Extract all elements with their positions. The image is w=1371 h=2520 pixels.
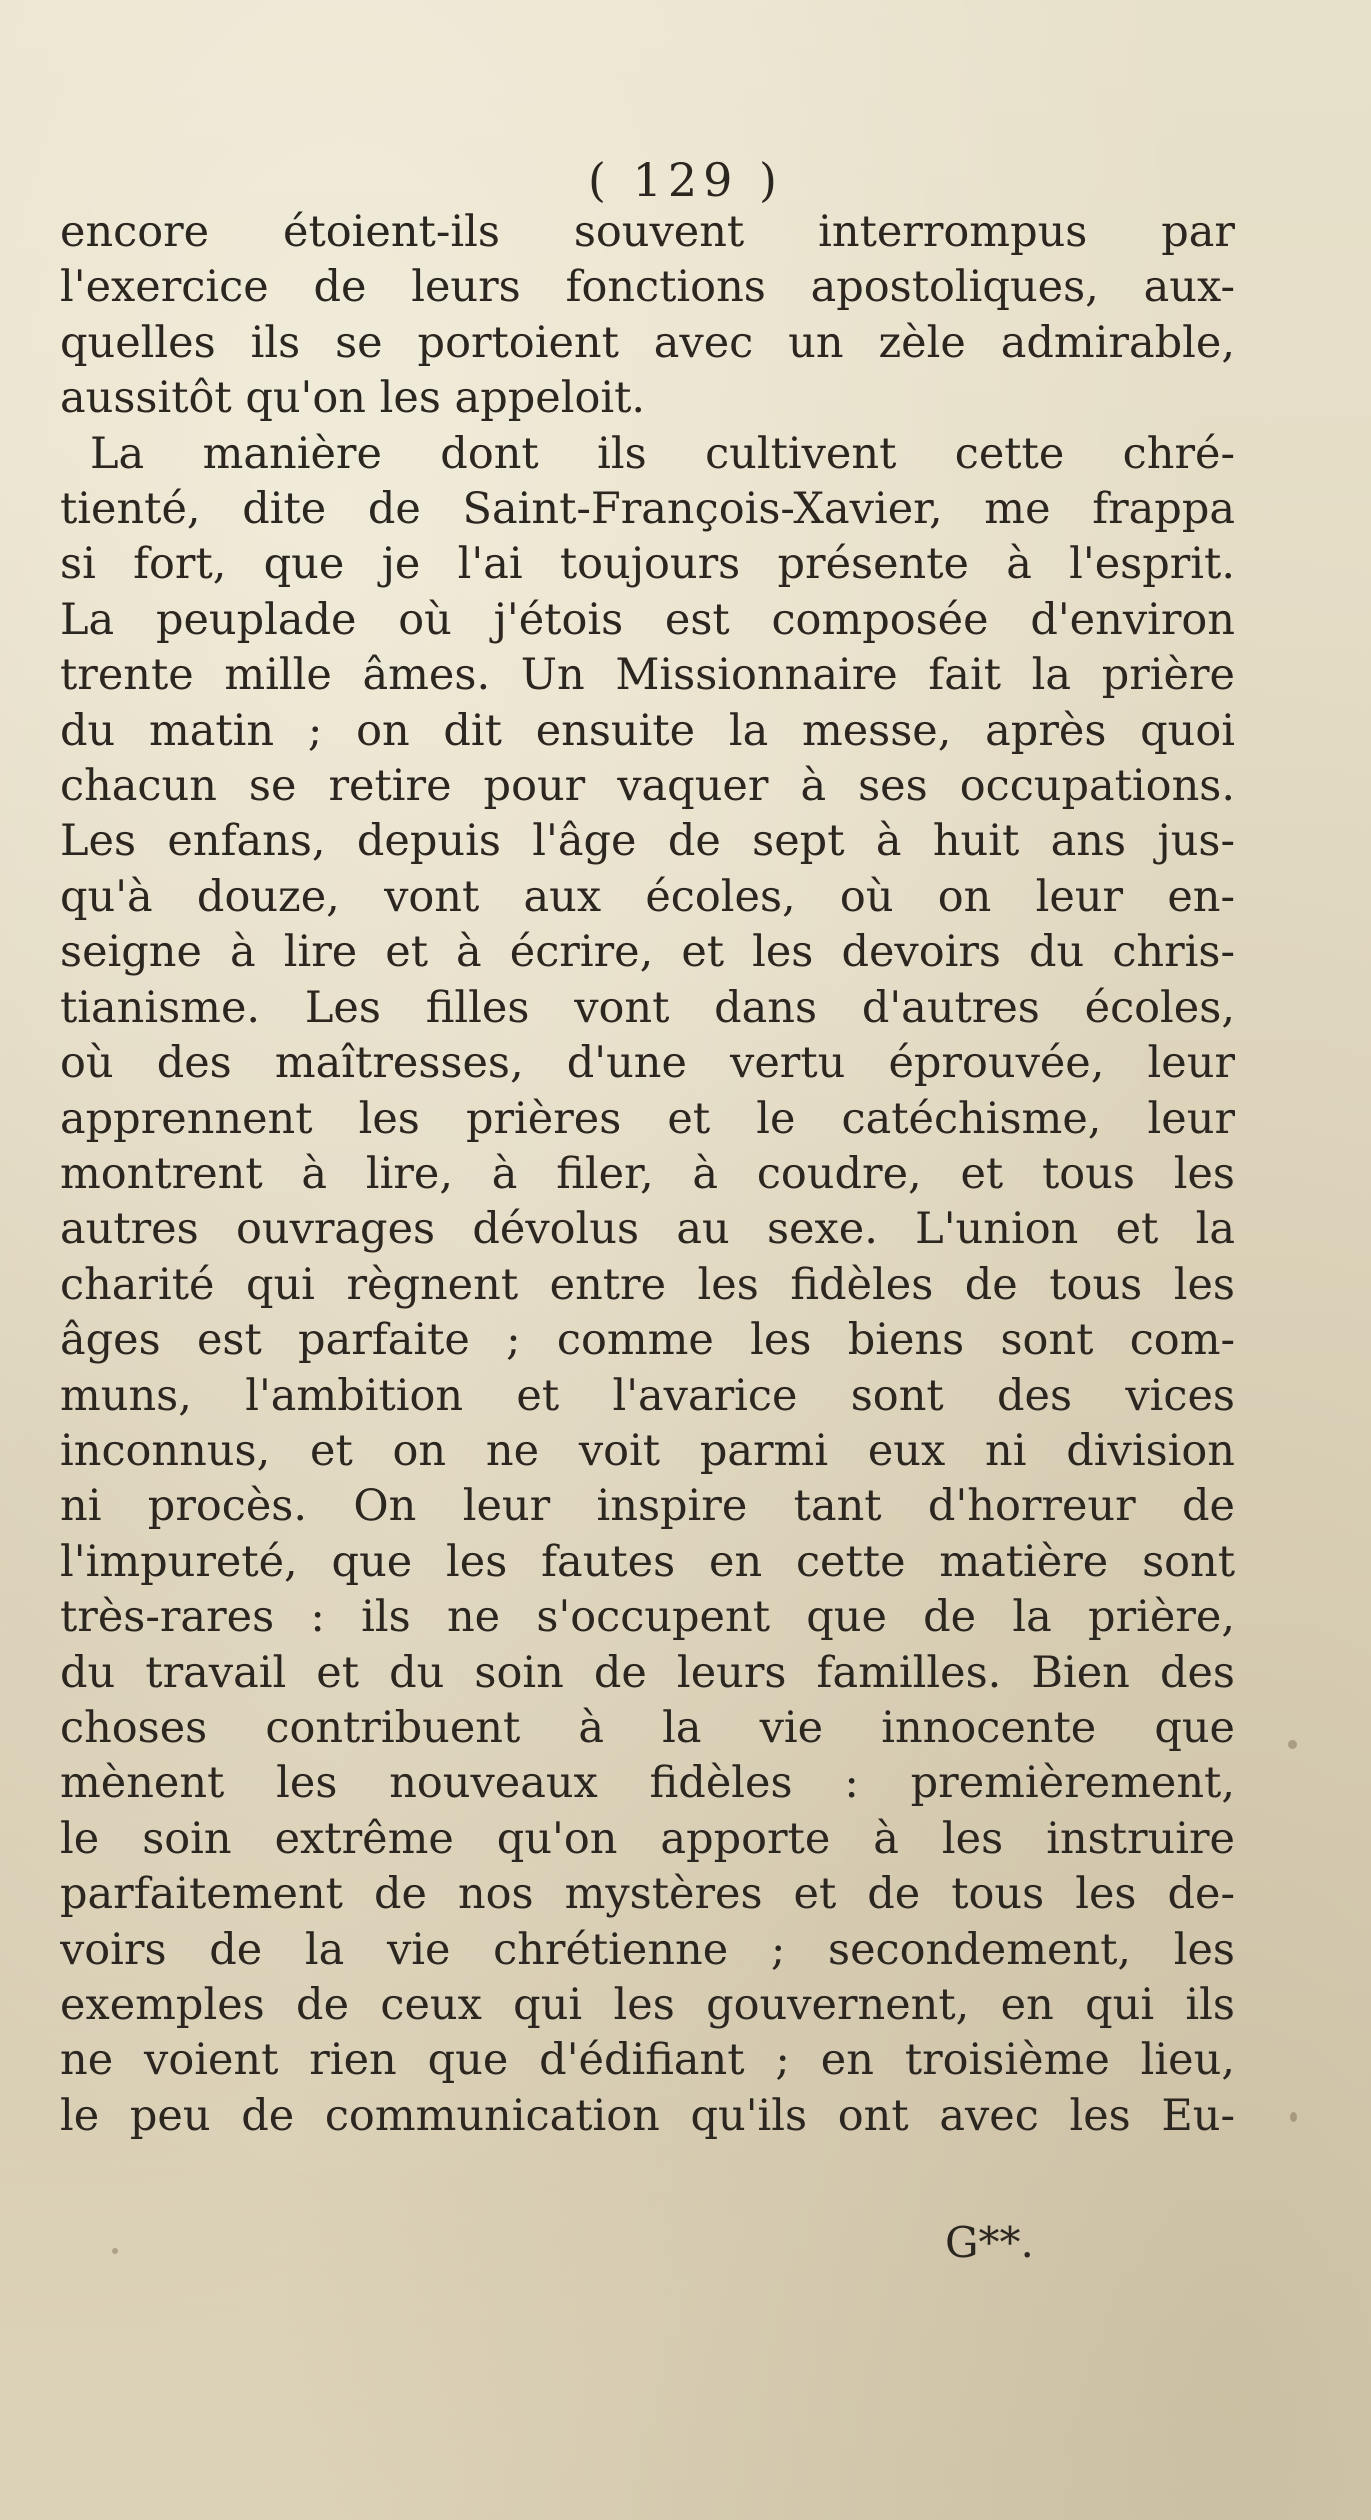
text-line: muns, l'ambition et l'avarice sont des vices bbox=[60, 1370, 1235, 1421]
text-line: quelles ils se portoient avec un zèle admirable, bbox=[60, 317, 1235, 368]
text-line: voirs de la vie chrétienne ; secondement, les bbox=[60, 1924, 1235, 1975]
text-line: le soin extrême qu'on apporte à les instruire bbox=[60, 1813, 1235, 1864]
text-line: parfaitement de nos mystères et de tous les de- bbox=[60, 1869, 1235, 1920]
text-line: aussitôt qu'on les appeloit. bbox=[60, 373, 646, 424]
body-text bbox=[60, 205, 1235, 2144]
text-line: âges est parfaite ; comme les biens sont com- bbox=[60, 1315, 1235, 1366]
text-line: du matin ; on dit ensuite la messe, après quoi bbox=[60, 705, 1235, 756]
text-line: autres ouvrages dévolus au sexe. L'union et la bbox=[60, 1204, 1235, 1255]
text-line: le peu de communication qu'ils ont avec les Eu- bbox=[60, 2090, 1235, 2141]
page-number: ( 129 ) bbox=[588, 153, 783, 207]
text-line: inconnus, et on ne voit parmi eux ni division bbox=[60, 1425, 1235, 1476]
text-line: ne voient rien que d'édifiant ; en troisième lieu, bbox=[60, 2035, 1235, 2086]
ink-spot bbox=[1288, 1740, 1297, 1749]
text-line: tianisme. Les filles vont dans d'autres écoles, bbox=[60, 982, 1235, 1033]
text-line: chacun se retire pour vaquer à ses occupations. bbox=[60, 761, 1235, 812]
text-line: exemples de ceux qui les gouvernent, en qui ils bbox=[60, 1980, 1235, 2030]
text-line: l'impureté, que les fautes en cette matière sont bbox=[60, 1536, 1235, 1587]
ink-spot bbox=[112, 2248, 118, 2254]
text-line: du travail et du soin de leurs familles. Bien des bbox=[60, 1647, 1235, 1698]
text-line: montrent à lire, à filer, à coudre, et tous les bbox=[60, 1148, 1235, 1199]
text-line: si fort, que je l'ai toujours présente à l'esprit. bbox=[60, 539, 1235, 590]
text-line: choses contribuent à la vie innocente que bbox=[60, 1702, 1235, 1753]
text-line: l'exercice de leurs fonctions apostoliques, aux- bbox=[60, 262, 1235, 313]
text-line: apprennent les prières et le catéchisme, leur bbox=[60, 1093, 1235, 1144]
text-line: seigne à lire et à écrire, et les devoirs du chris- bbox=[60, 927, 1235, 978]
text-line: Les enfans, depuis l'âge de sept à huit ans jus- bbox=[60, 816, 1235, 867]
text-line: encore étoient-ils souvent interrompus par bbox=[60, 207, 1235, 257]
paragraph-start-line: La manière dont ils cultivent cette chré- bbox=[90, 428, 1235, 479]
text-line: charité qui règnent entre les fidèles de tous les bbox=[60, 1259, 1235, 1310]
text-line: trente mille âmes. Un Missionnaire fait la prière bbox=[60, 650, 1235, 701]
signature-mark: G**. bbox=[945, 2218, 1034, 2267]
text-line: qu'à douze, vont aux écoles, où on leur en- bbox=[60, 871, 1235, 922]
text-line: où des maîtresses, d'une vertu éprouvée, leur bbox=[60, 1038, 1235, 1089]
text-line: ni procès. On leur inspire tant d'horreur de bbox=[60, 1481, 1235, 1532]
text-line: La peuplade où j'étois est composée d'environ bbox=[60, 594, 1235, 645]
text-line: très-rares : ils ne s'occupent que de la prière, bbox=[60, 1592, 1235, 1643]
text-line: tienté, dite de Saint-François-Xavier, me frappa bbox=[60, 484, 1235, 535]
ink-spot bbox=[1290, 2112, 1297, 2122]
text-line: mènent les nouveaux fidèles : premièrement, bbox=[60, 1758, 1235, 1809]
